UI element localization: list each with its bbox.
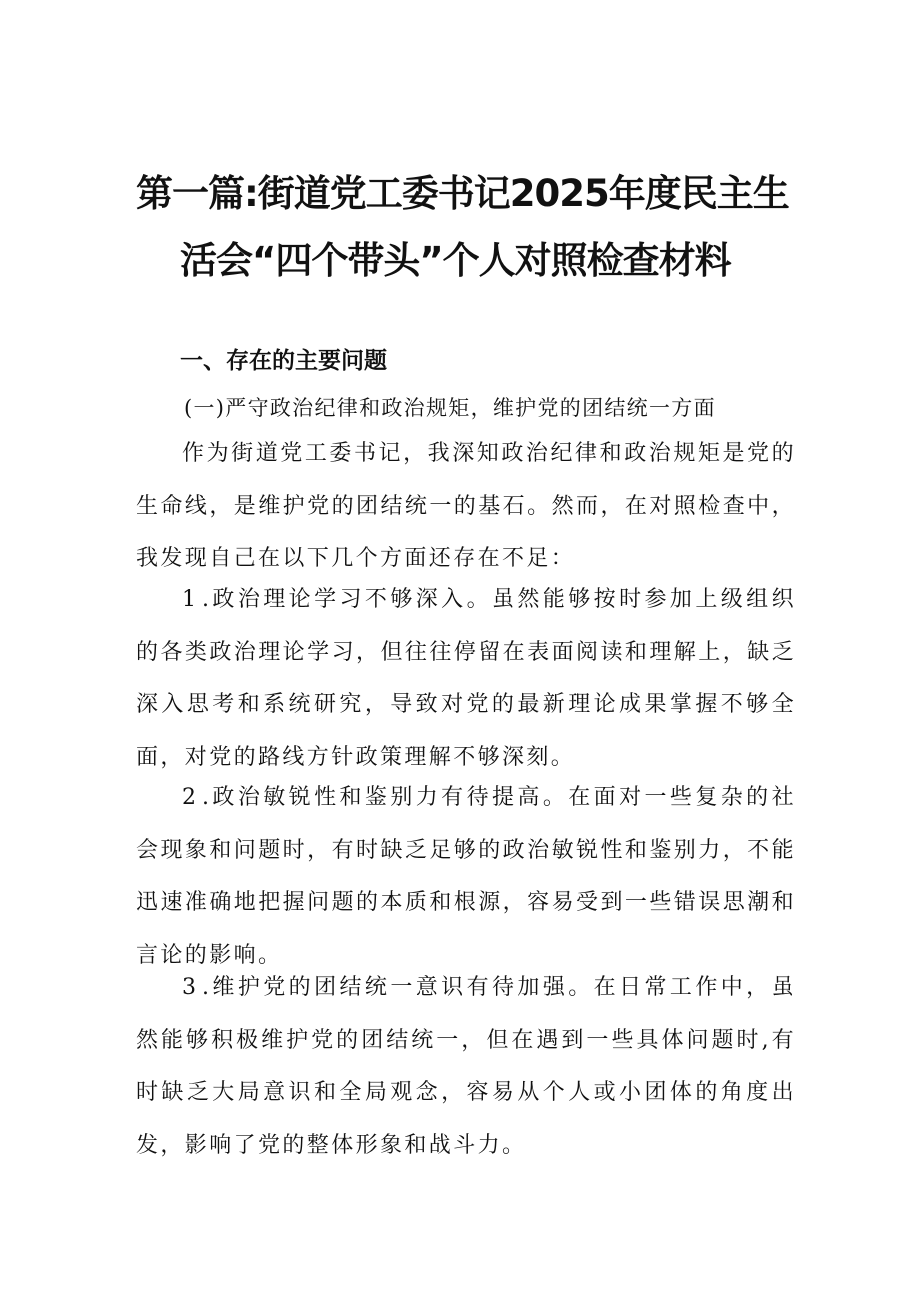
document-title-line-2: 活会“四个带头”个人对照检查材料 <box>180 239 731 282</box>
item-text: .政治理论学习不够深入。虽然能够按时参加上级组织的各类政治理论学习，但往往停留在表面阅读和理解上，缺乏深入思考和系统研究，导致对党的最新理论成果掌握不够全面，对党的路线方针政策理解不够深刻。 <box>136 587 796 770</box>
list-item <box>136 574 796 784</box>
document-title-line-1: 第一篇:街道党工委书记2025年度民主生 <box>136 172 789 215</box>
item-number: 3 <box>182 975 202 1000</box>
section-heading: 一、存在的主要问题 <box>180 348 387 374</box>
list-item <box>136 772 796 982</box>
item-number: 1 <box>182 587 202 612</box>
item-number: 2 <box>182 785 202 810</box>
subsection-heading: (一)严守政治纪律和政治规矩，维护党的团结统一方面 <box>184 396 716 420</box>
list-item <box>136 962 796 1172</box>
item-text: .维护党的团结统一意识有待加强。在日常工作中，虽然能够积极维护党的团结统一，但在遇到一些具体问题时,有时缺乏大局意识和全局观念，容易从个人或小团体的角度出发，影响了党的整体形象和战斗力。 <box>136 975 796 1158</box>
intro-paragraph: 作为街道党工委书记，我深知政治纪律和政治规矩是党的生命线，是维护党的团结统一的基石。然而，在对照检查中，我发现自己在以下几个方面还存在不足： <box>136 441 796 571</box>
item-text: .政治敏锐性和鉴别力有待提高。在面对一些复杂的社会现象和问题时，有时缺乏足够的政治敏锐性和鉴别力，不能迅速准确地把握问题的本质和根源，容易受到一些错误思潮和言论的影响。 <box>136 785 796 968</box>
